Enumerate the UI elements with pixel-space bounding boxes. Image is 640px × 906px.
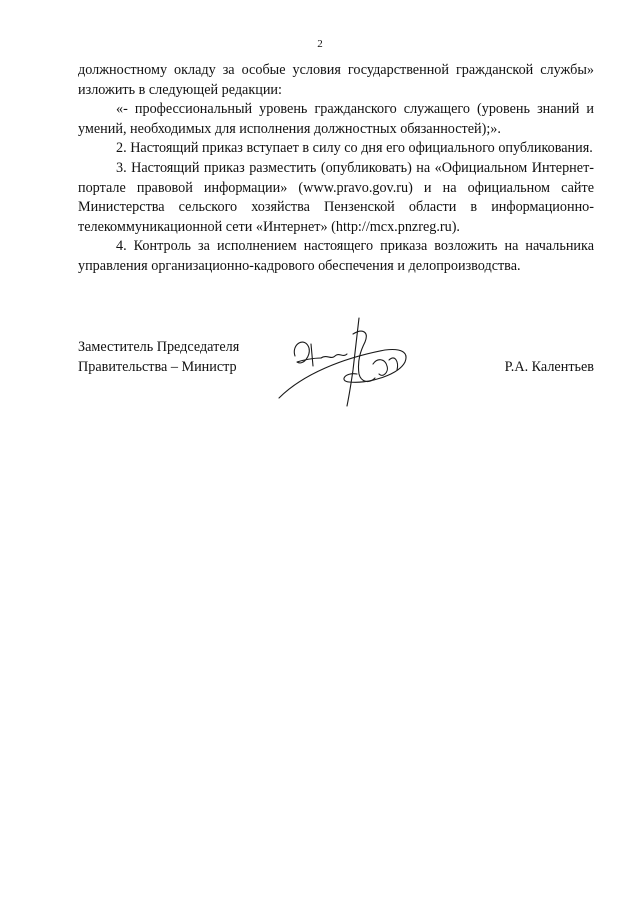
paragraph-continuation: должностному окладу за особые условия государственной гражданской службы» изложить в следующей редакции: — [78, 62, 594, 98]
signatory-title-line-2: Правительства – Министр — [78, 358, 237, 375]
signatory-title — [78, 338, 239, 377]
signatory-name: Р.А. Калентьев — [504, 358, 594, 375]
signatory-title-line-1: Заместитель Председателя — [78, 339, 240, 355]
paragraph-item-4: 4. Контроль за исполнением настоящего приказа возложить на начальника управления организационно-кадрового обеспечения и делопроизводства. — [78, 238, 594, 274]
handwritten-signature — [273, 314, 423, 414]
signature-block — [78, 338, 594, 418]
paragraph-quote: «- профессиональный уровень гражданского служащего (уровень знаний и умений, необходимых для исполнения должностных обязанностей);». — [78, 101, 594, 137]
document-body — [78, 61, 594, 277]
paragraph-item-2: 2. Настоящий приказ вступает в силу со дня его официального опубликования. — [116, 140, 593, 157]
paragraph-item-3: 3. Настоящий приказ разместить (опубликовать) на «Официальном Интернет-портале правовой информации» (www.pravo.gov.ru) и на официальном сайте Министерства сельского хозяйства Пензенской области в информационно-телекоммуникационной сети «Интернет» (http://mcx.pnzreg.ru). — [78, 159, 594, 235]
page-number: 2 — [317, 38, 323, 50]
